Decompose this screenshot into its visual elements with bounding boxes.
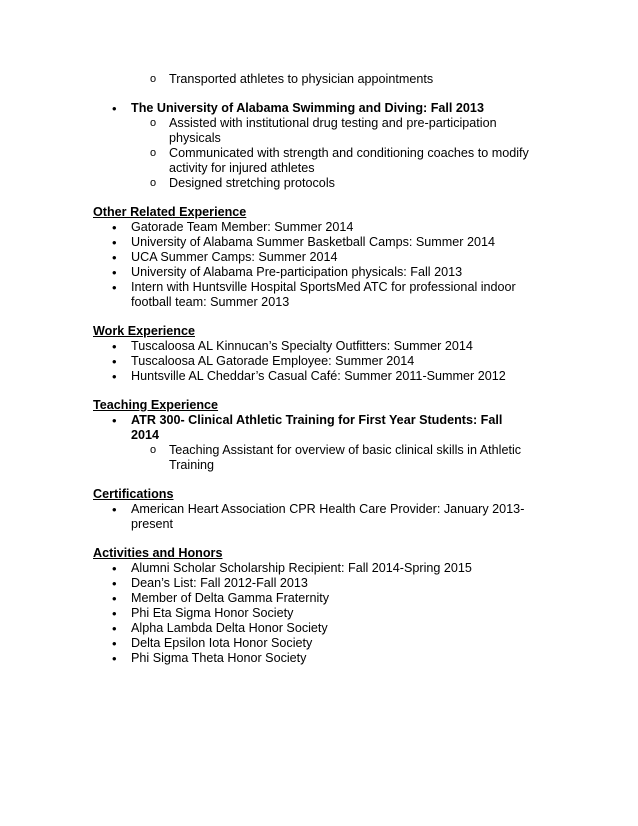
- experience-list: [0, 101, 638, 191]
- list-item-text: • Intern with Huntsville Hospital SportsMed ATC for professional indoor football team: Summer 2013: [131, 280, 516, 309]
- list-item: [0, 621, 531, 636]
- list-item-text: • Huntsville AL Cheddar’s Casual Café: Summer 2011-Summer 2012: [131, 369, 506, 383]
- list-item: [0, 235, 531, 250]
- list-item-text: • American Heart Association CPR Health Care Provider: January 2013-present: [131, 502, 525, 531]
- list-item-text: • Gatorade Team Member: Summer 2014: [131, 220, 354, 234]
- list-item: [0, 72, 534, 87]
- teaching-title: • ATR 300- Clinical Athletic Training for First Year Students: Fall 2014: [131, 413, 503, 442]
- resume-content: [0, 72, 638, 666]
- list-item-text: Teaching Assistant for overview of basic clinical skills in Athletic Training: [169, 443, 522, 472]
- list-item-text: • Delta Epsilon Iota Honor Society: [131, 636, 313, 650]
- sub-list: [0, 72, 638, 87]
- list-item: [0, 591, 531, 606]
- list-item: [0, 413, 531, 473]
- section-heading-work: Work Experience: [93, 324, 195, 338]
- certifications-list: [0, 502, 638, 532]
- section-heading-other: Other Related Experience: [93, 205, 247, 219]
- list-item: [0, 280, 531, 310]
- list-item: [0, 176, 534, 191]
- other-list: [0, 220, 638, 310]
- list-item: [0, 354, 531, 369]
- list-item: [0, 265, 531, 280]
- list-item-text: • University of Alabama Pre-participation physicals: Fall 2013: [131, 265, 463, 279]
- section-heading-activities: Activities and Honors: [93, 546, 223, 560]
- list-item: [0, 576, 531, 591]
- list-item: [0, 116, 534, 146]
- list-item-text: • Alumni Scholar Scholarship Recipient: Fall 2014-Spring 2015: [131, 561, 472, 575]
- list-item-text: • Phi Sigma Theta Honor Society: [131, 651, 307, 665]
- list-item-text: • Tuscaloosa AL Kinnucan’s Specialty Outfitters: Summer 2014: [131, 339, 473, 353]
- list-item: [0, 443, 534, 473]
- list-item: [0, 220, 531, 235]
- list-item: [0, 101, 531, 191]
- list-item: [0, 636, 531, 651]
- list-item-text: Designed stretching protocols: [169, 176, 335, 190]
- experience-title: • The University of Alabama Swimming and Diving: Fall 2013: [131, 101, 484, 115]
- list-item-text: • Alpha Lambda Delta Honor Society: [131, 621, 328, 635]
- list-item: [0, 606, 531, 621]
- list-item: [0, 146, 534, 176]
- list-item: [0, 651, 531, 666]
- list-item-text: • Tuscaloosa AL Gatorade Employee: Summer 2014: [131, 354, 415, 368]
- list-item-text: Communicated with strength and conditioning coaches to modify activity for injured athletes: [169, 146, 529, 175]
- list-item: [0, 250, 531, 265]
- list-item: [0, 339, 531, 354]
- list-item: [0, 369, 531, 384]
- list-item: [0, 561, 531, 576]
- list-item-text: • Dean’s List: Fall 2012-Fall 2013: [131, 576, 308, 590]
- sub-list: [131, 116, 531, 191]
- list-item-text: Transported athletes to physician appointments: [169, 72, 434, 86]
- list-item-text: • Phi Eta Sigma Honor Society: [131, 606, 294, 620]
- section-heading-teaching: Teaching Experience: [93, 398, 219, 412]
- work-list: [0, 339, 638, 384]
- list-item-text: • University of Alabama Summer Basketball Camps: Summer 2014: [131, 235, 495, 249]
- list-item-text: Assisted with institutional drug testing and pre-participation physicals: [169, 116, 497, 145]
- section-heading-certifications: Certifications: [93, 487, 174, 501]
- list-item-text: • UCA Summer Camps: Summer 2014: [131, 250, 338, 264]
- list-item-text: • Member of Delta Gamma Fraternity: [131, 591, 330, 605]
- sub-list: [131, 443, 531, 473]
- list-item: [0, 502, 531, 532]
- teaching-list: [0, 413, 638, 473]
- activities-list: [0, 561, 638, 666]
